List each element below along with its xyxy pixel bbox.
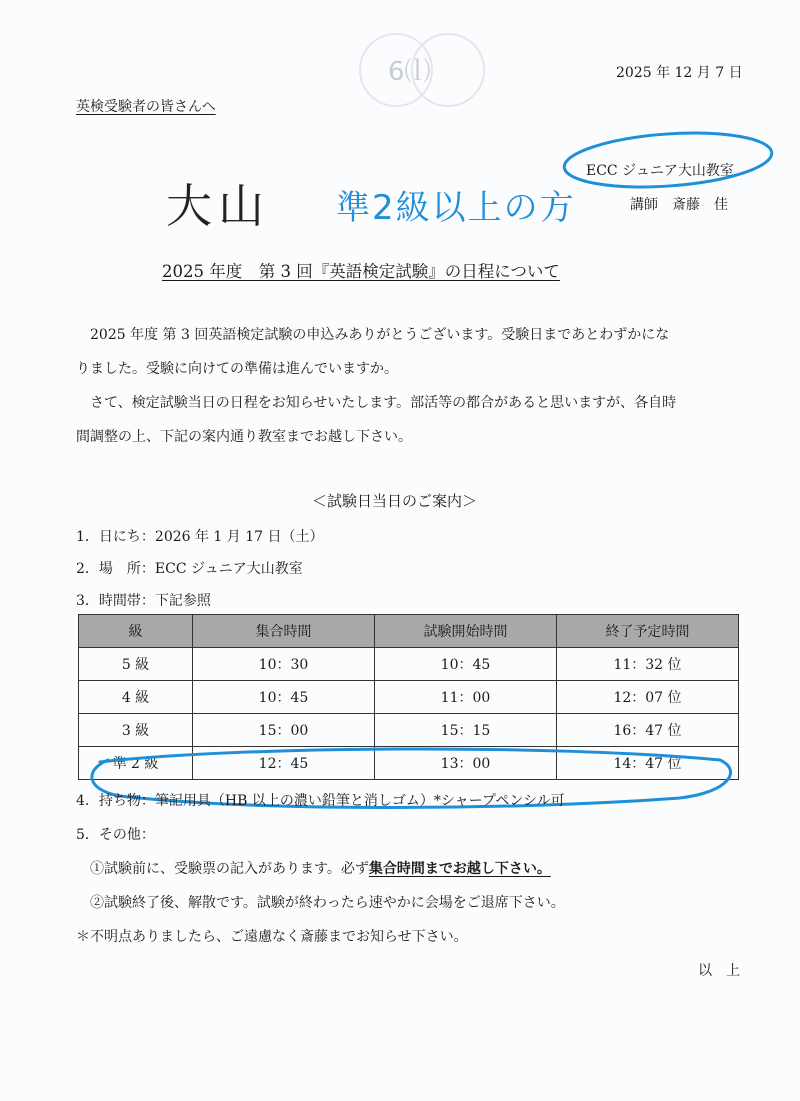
- section-heading: ＜試験日当日のご案内＞: [312, 492, 478, 510]
- note-2: ②試験終了後、解散です。試験が終わったら速やかに会場をご退席下さい。: [90, 895, 565, 911]
- cell-end: 14：47 位: [557, 747, 739, 780]
- page-title: 2025 年度 第 3 回『英語検定試験』の日程について: [162, 262, 560, 281]
- cell-grade: 3 級: [79, 714, 193, 747]
- cell-gather: 10：45: [193, 681, 375, 714]
- cell-end: 11：32 位: [557, 648, 739, 681]
- header-start-time: 試験開始時間: [375, 615, 557, 648]
- cell-start: 15：15: [375, 714, 557, 747]
- cell-start: 10：45: [375, 648, 557, 681]
- header-end-time: 終了予定時間: [557, 615, 739, 648]
- header-gather-time: 集合時間: [193, 615, 375, 648]
- stamp-text: 6⒧: [388, 57, 431, 87]
- note-1-text: ①試験前に、受験票の記入があります。必ず: [90, 861, 369, 877]
- header-grade: 級: [79, 615, 193, 648]
- intro-line-1: 2025 年度 第 3 回英語検定試験の申込みありがとうございます。受験日まであとわずかにな: [90, 327, 670, 343]
- ink-circle-school: [560, 128, 776, 192]
- cell-grade: 5 級: [79, 648, 193, 681]
- sender-school: ECC ジュニア大山教室: [586, 163, 734, 179]
- intro-line-3: さて、検定試験当日の日程をお知らせいたします。部活等の都合があると思いますが、各自時: [90, 395, 677, 411]
- handwritten-grade-note: 準2級以上の方: [336, 188, 576, 228]
- table-row: [79, 648, 739, 681]
- note-1: [90, 858, 551, 878]
- cell-grade: 4 級: [79, 681, 193, 714]
- addressee: 英検受験者の皆さんへ: [76, 99, 216, 115]
- table-header-row: [79, 615, 739, 648]
- closing: 以 上: [698, 963, 740, 979]
- item-date: 1．日にち：2026 年 1 月 17 日（土）: [76, 529, 324, 545]
- cell-end: 16：47 位: [557, 714, 739, 747]
- item-place: 2．場 所：ECC ジュニア大山教室: [76, 561, 303, 577]
- cell-gather: 15：00: [193, 714, 375, 747]
- cell-grade: 準 2 級: [79, 747, 193, 780]
- note-3: ＊不明点ありましたら、ご遠慮なく斎藤までお知らせ下さい。: [76, 929, 468, 945]
- cell-start: 13：00: [375, 747, 557, 780]
- cell-gather: 10：30: [193, 648, 375, 681]
- cell-start: 11：00: [375, 681, 557, 714]
- item-belongings: 4．持ち物：筆記用具（HB 以上の濃い鉛筆と消しゴム）*シャープペンシル可: [76, 793, 565, 809]
- handwritten-name: 大山: [166, 179, 270, 233]
- intro-line-2: りました。受験に向けての準備は進んでいますか。: [76, 361, 398, 377]
- document-date: 2025 年 12 月 7 日: [616, 65, 743, 81]
- cell-gather: 12：45: [193, 747, 375, 780]
- sender-teacher: 講師 斎藤 佳: [630, 197, 728, 213]
- note-1-emphasis: 集合時間までお越し下さい。: [368, 861, 551, 877]
- item-other: 5．その他：: [76, 827, 155, 843]
- item-time: 3．時間帯：下記参照: [76, 593, 211, 609]
- embossed-stamp: [358, 30, 486, 110]
- cell-end: 12：07 位: [557, 681, 739, 714]
- table-row: [79, 681, 739, 714]
- intro-line-4: 間調整の上、下記の案内通り教室までお越し下さい。: [76, 429, 412, 445]
